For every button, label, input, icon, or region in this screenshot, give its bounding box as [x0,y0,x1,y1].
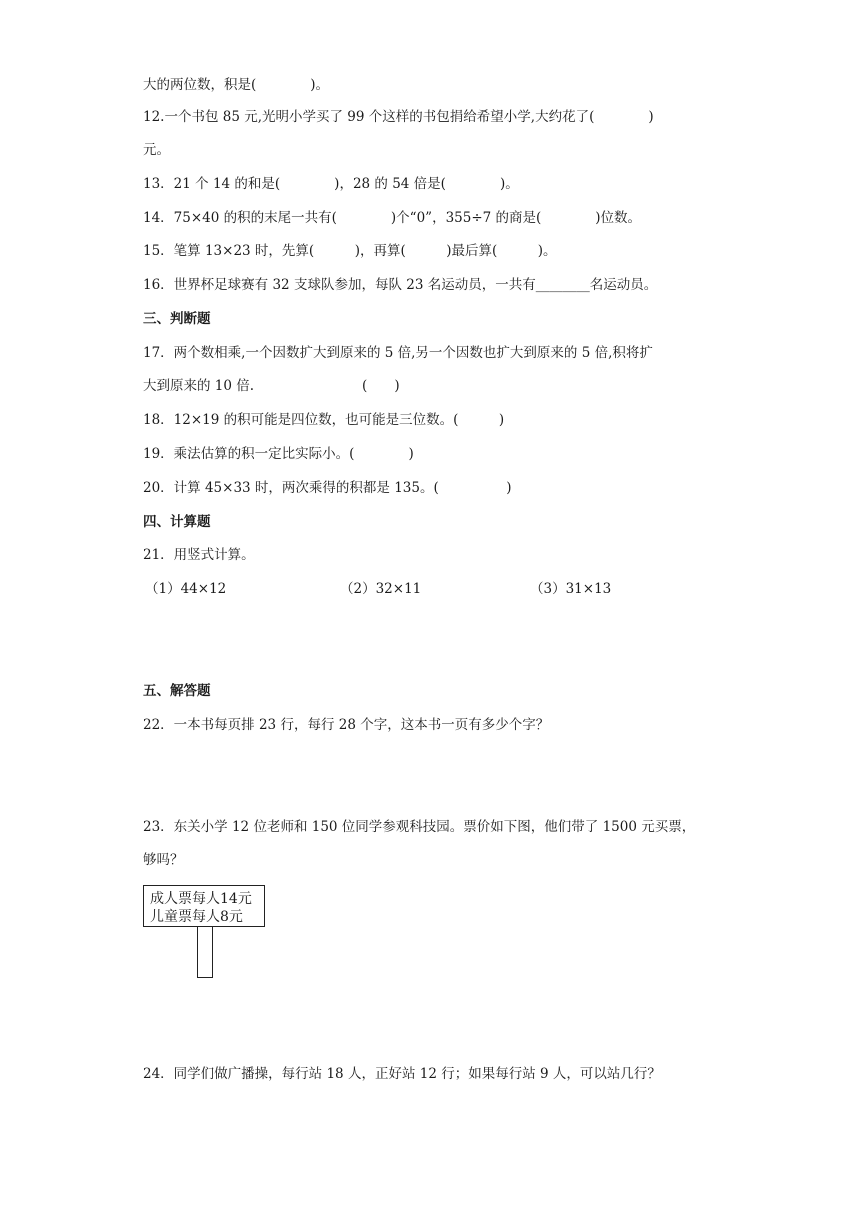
calc-item-1: （1）44×12 [145,581,227,597]
q24: 24．同学们做广播操，每行站 18 人，正好站 12 行；如果每行站 9 人，可以站几行？ [143,1066,661,1082]
q14: 14．75×40 的积的末尾一共有( )个“0”，355÷7 的商是( )位数。 [143,210,642,226]
q12-line2: 元。 [143,142,170,158]
calc-item-2: （2）32×11 [340,581,422,597]
q11-tail: 大的两位数，积是( )。 [143,77,330,93]
q12-line1: 12.一个书包 85 元,光明小学买了 99 个这样的书包捐给希望小学,大约花了( ) [143,109,654,125]
q22: 22．一本书每页排 23 行，每行 28 个字，这本书一页有多少个字？ [143,717,550,733]
sign-board [143,885,265,927]
calc-item-3: （3）31×13 [530,581,612,597]
q16: 16．世界杯足球赛有 32 支球队参加，每队 23 名运动员，一共有________名运动员。 [143,277,658,293]
q17-line2: 大到原来的 10 倍. ( ) [143,378,400,394]
q21: 21．用竖式计算。 [143,547,255,563]
q13: 13．21 个 14 的和是( )，28 的 54 倍是( )。 [143,176,519,192]
q19: 19．乘法估算的积一定比实际小。( ) [143,446,414,462]
q23-line1: 23．东关小学 12 位老师和 150 位同学参观科技园。票价如下图，他们带了 1500 元买票， [143,819,696,835]
section4-heading: 四、计算题 [143,514,211,530]
q23-line2: 够吗？ [143,852,184,868]
q17-line1: 17．两个数相乘,一个因数扩大到原来的 5 倍,另一个因数也扩大到原来的 5 倍,积将扩 [143,345,653,361]
child-price: 儿童票每人8元 [150,909,243,925]
sign-post [197,926,213,978]
q20: 20．计算 45×33 时，两次乘得的积都是 135。( ) [143,480,512,496]
adult-price: 成人票每人14元 [150,891,252,907]
q18: 18．12×19 的积可能是四位数，也可能是三位数。( ) [143,412,505,428]
q15: 15．笔算 13×23 时，先算( )，再算( )最后算( )。 [143,243,557,259]
section3-heading: 三、判断题 [143,311,211,327]
section5-heading: 五、解答题 [143,683,211,699]
